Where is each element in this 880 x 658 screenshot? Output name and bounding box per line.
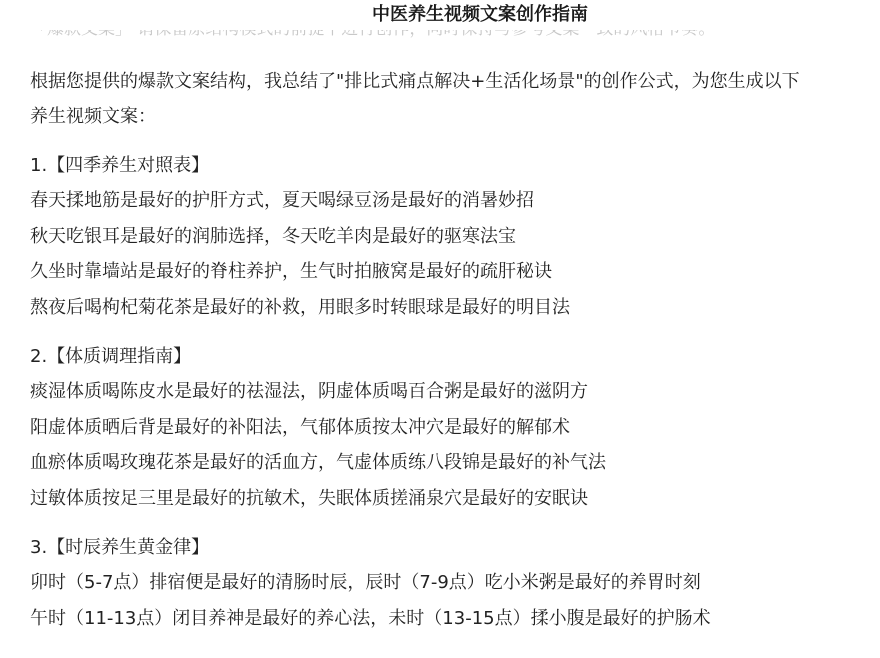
bottom-fade <box>0 648 880 658</box>
section-hours <box>30 530 880 636</box>
list-item: 阳虚体质晒后背是最好的补阳法，气郁体质按太冲穴是最好的解郁术 <box>30 416 570 438</box>
section-heading: 1.【四季养生对照表】 <box>30 155 210 176</box>
list-item: 秋天吃银耳是最好的润肺选择，冬天吃羊肉是最好的驱寒法宝 <box>30 225 516 247</box>
list-item: 久坐时靠墙站是最好的脊柱养护，生气时拍腋窝是最好的疏肝秘诀 <box>30 261 552 282</box>
list-item: 午时（11-13点）闭目养神是最好的养心法，未时（13-15点）揉小腹是最好的护肠术 <box>30 607 711 629</box>
section-seasons <box>30 148 880 325</box>
list-item: 春天揉地筋是最好的护肝方式，夏天喝绿豆汤是最好的消暑妙招 <box>30 190 534 211</box>
intro-paragraph <box>30 64 880 134</box>
intro-line: 养生视频文案： <box>30 106 156 127</box>
section-heading: 2.【体质调理指南】 <box>30 346 192 367</box>
list-item: 血瘀体质喝玫瑰花茶是最好的活血方，气虚体质练八段锦是最好的补气法 <box>30 452 606 473</box>
title-bar <box>0 0 880 30</box>
intro-line: 根据您提供的爆款文案结构，我总结了"排比式痛点解决+生活化场景"的创作公式，为您生成以下 <box>30 71 800 92</box>
page-title: 中医养生视频文案创作指南 <box>372 4 588 25</box>
list-item: 熬夜后喝枸杞菊花茶是最好的补救，用眼多时转眼球是最好的明目法 <box>30 296 570 318</box>
list-item: 痰湿体质喝陈皮水是最好的祛湿法，阴虚体质喝百合粥是最好的滋阴方 <box>30 381 588 402</box>
list-item: 卯时（5-7点）排宿便是最好的清肠时辰，辰时（7-9点）吃小米粥是最好的养胃时刻 <box>30 572 701 593</box>
article-body <box>30 64 880 636</box>
section-constitution <box>30 339 880 516</box>
list-item: 过敏体质按足三里是最好的抗敏术，失眠体质搓涌泉穴是最好的安眠诀 <box>30 487 588 509</box>
section-heading: 3.【时辰养生黄金律】 <box>30 537 210 558</box>
